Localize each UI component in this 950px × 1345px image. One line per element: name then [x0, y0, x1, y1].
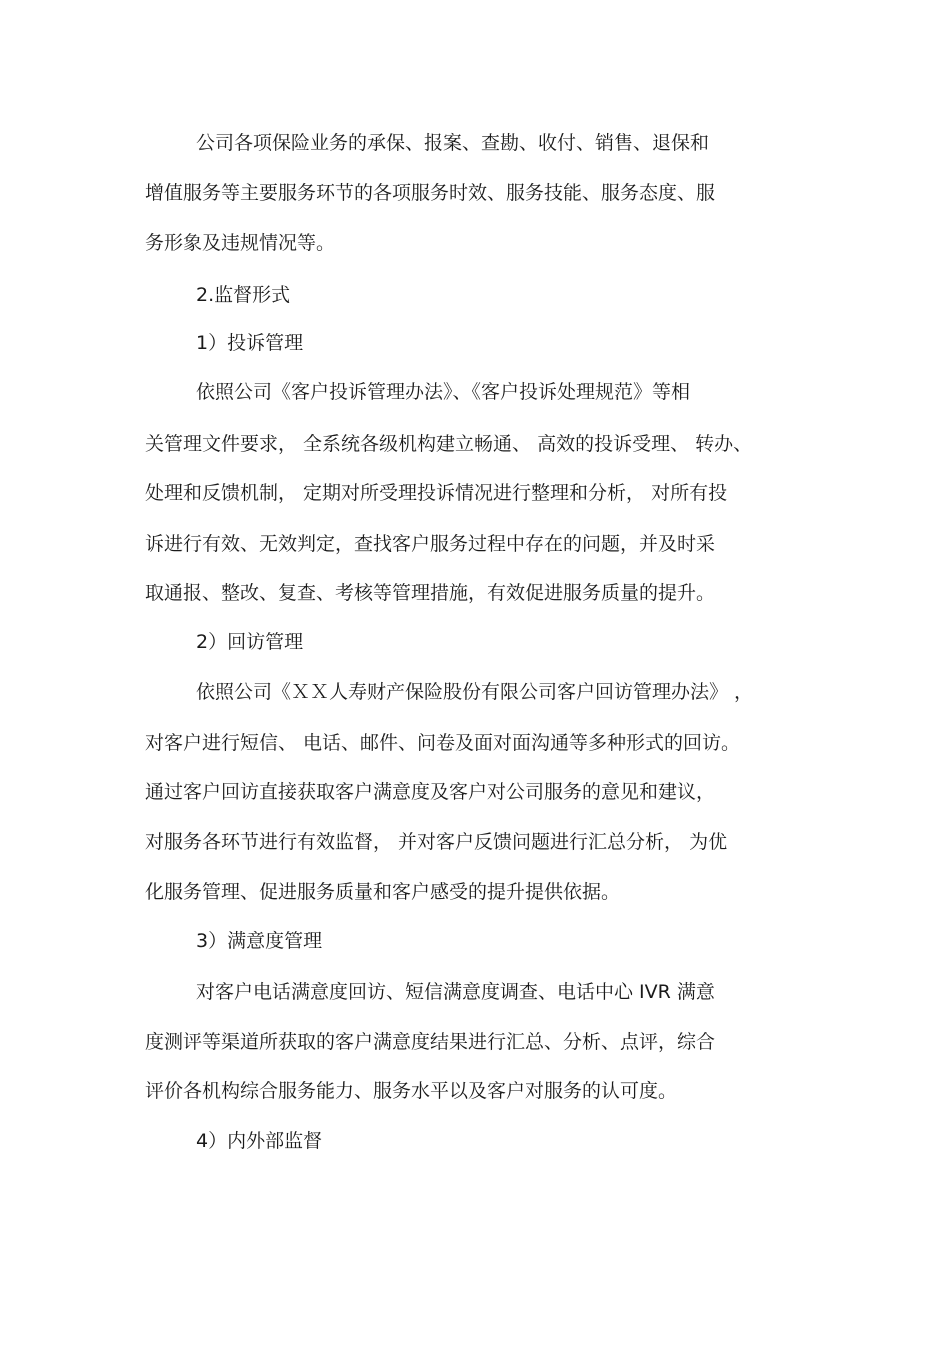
- text-line: 关管理文件要求， 全系统各级机构建立畅通、 高效的投诉受理、 转办、: [145, 433, 753, 455]
- subsection-heading: 4）内外部监督: [196, 1130, 323, 1152]
- text-line: 依照公司《ＸＸ人寿财产保险股份有限公司客户回访管理办法》 ，: [196, 681, 754, 703]
- section-heading: 2.监督形式: [196, 284, 291, 306]
- text-line: 对客户进行短信、 电话、邮件、问卷及面对面沟通等多种形式的回访。: [145, 732, 741, 754]
- text-line: 处理和反馈机制， 定期对所受理投诉情况进行整理和分析， 对所有投: [145, 482, 728, 504]
- text-line: 公司各项保险业务的承保、报案、查勘、收付、销售、退保和: [196, 132, 710, 154]
- text-line: 评价各机构综合服务能力、服务水平以及客户对服务的认可度。: [145, 1080, 678, 1102]
- text-line: 依照公司《客户投诉管理办法》、《客户投诉处理规范》等相: [196, 381, 691, 403]
- text-line: 度测评等渠道所获取的客户满意度结果进行汇总、分析、点评，综合: [145, 1031, 716, 1053]
- text-line: 通过客户回访直接获取客户满意度及客户对公司服务的意见和建议，: [145, 781, 716, 803]
- subsection-heading: 2）回访管理: [196, 631, 304, 653]
- text-line: 取通报、整改、复查、考核等管理措施，有效促进服务质量的提升。: [145, 582, 716, 604]
- text-line: 对服务各环节进行有效监督， 并对客户反馈问题进行汇总分析， 为优: [145, 831, 728, 853]
- text-line: 化服务管理、促进服务质量和客户感受的提升提供依据。: [145, 881, 621, 903]
- text-line: 诉进行有效、无效判定，查找客户服务过程中存在的问题，并及时采: [145, 533, 716, 555]
- subsection-heading: 1）投诉管理: [196, 332, 304, 354]
- subsection-heading: 3）满意度管理: [196, 930, 323, 952]
- text-line: 增值服务等主要服务环节的各项服务时效、服务技能、服务态度、服: [145, 182, 716, 204]
- text-line: 务形象及违规情况等。: [145, 232, 336, 254]
- text-line: 对客户电话满意度回访、短信满意度调查、电话中心 IVR 满意: [196, 981, 715, 1003]
